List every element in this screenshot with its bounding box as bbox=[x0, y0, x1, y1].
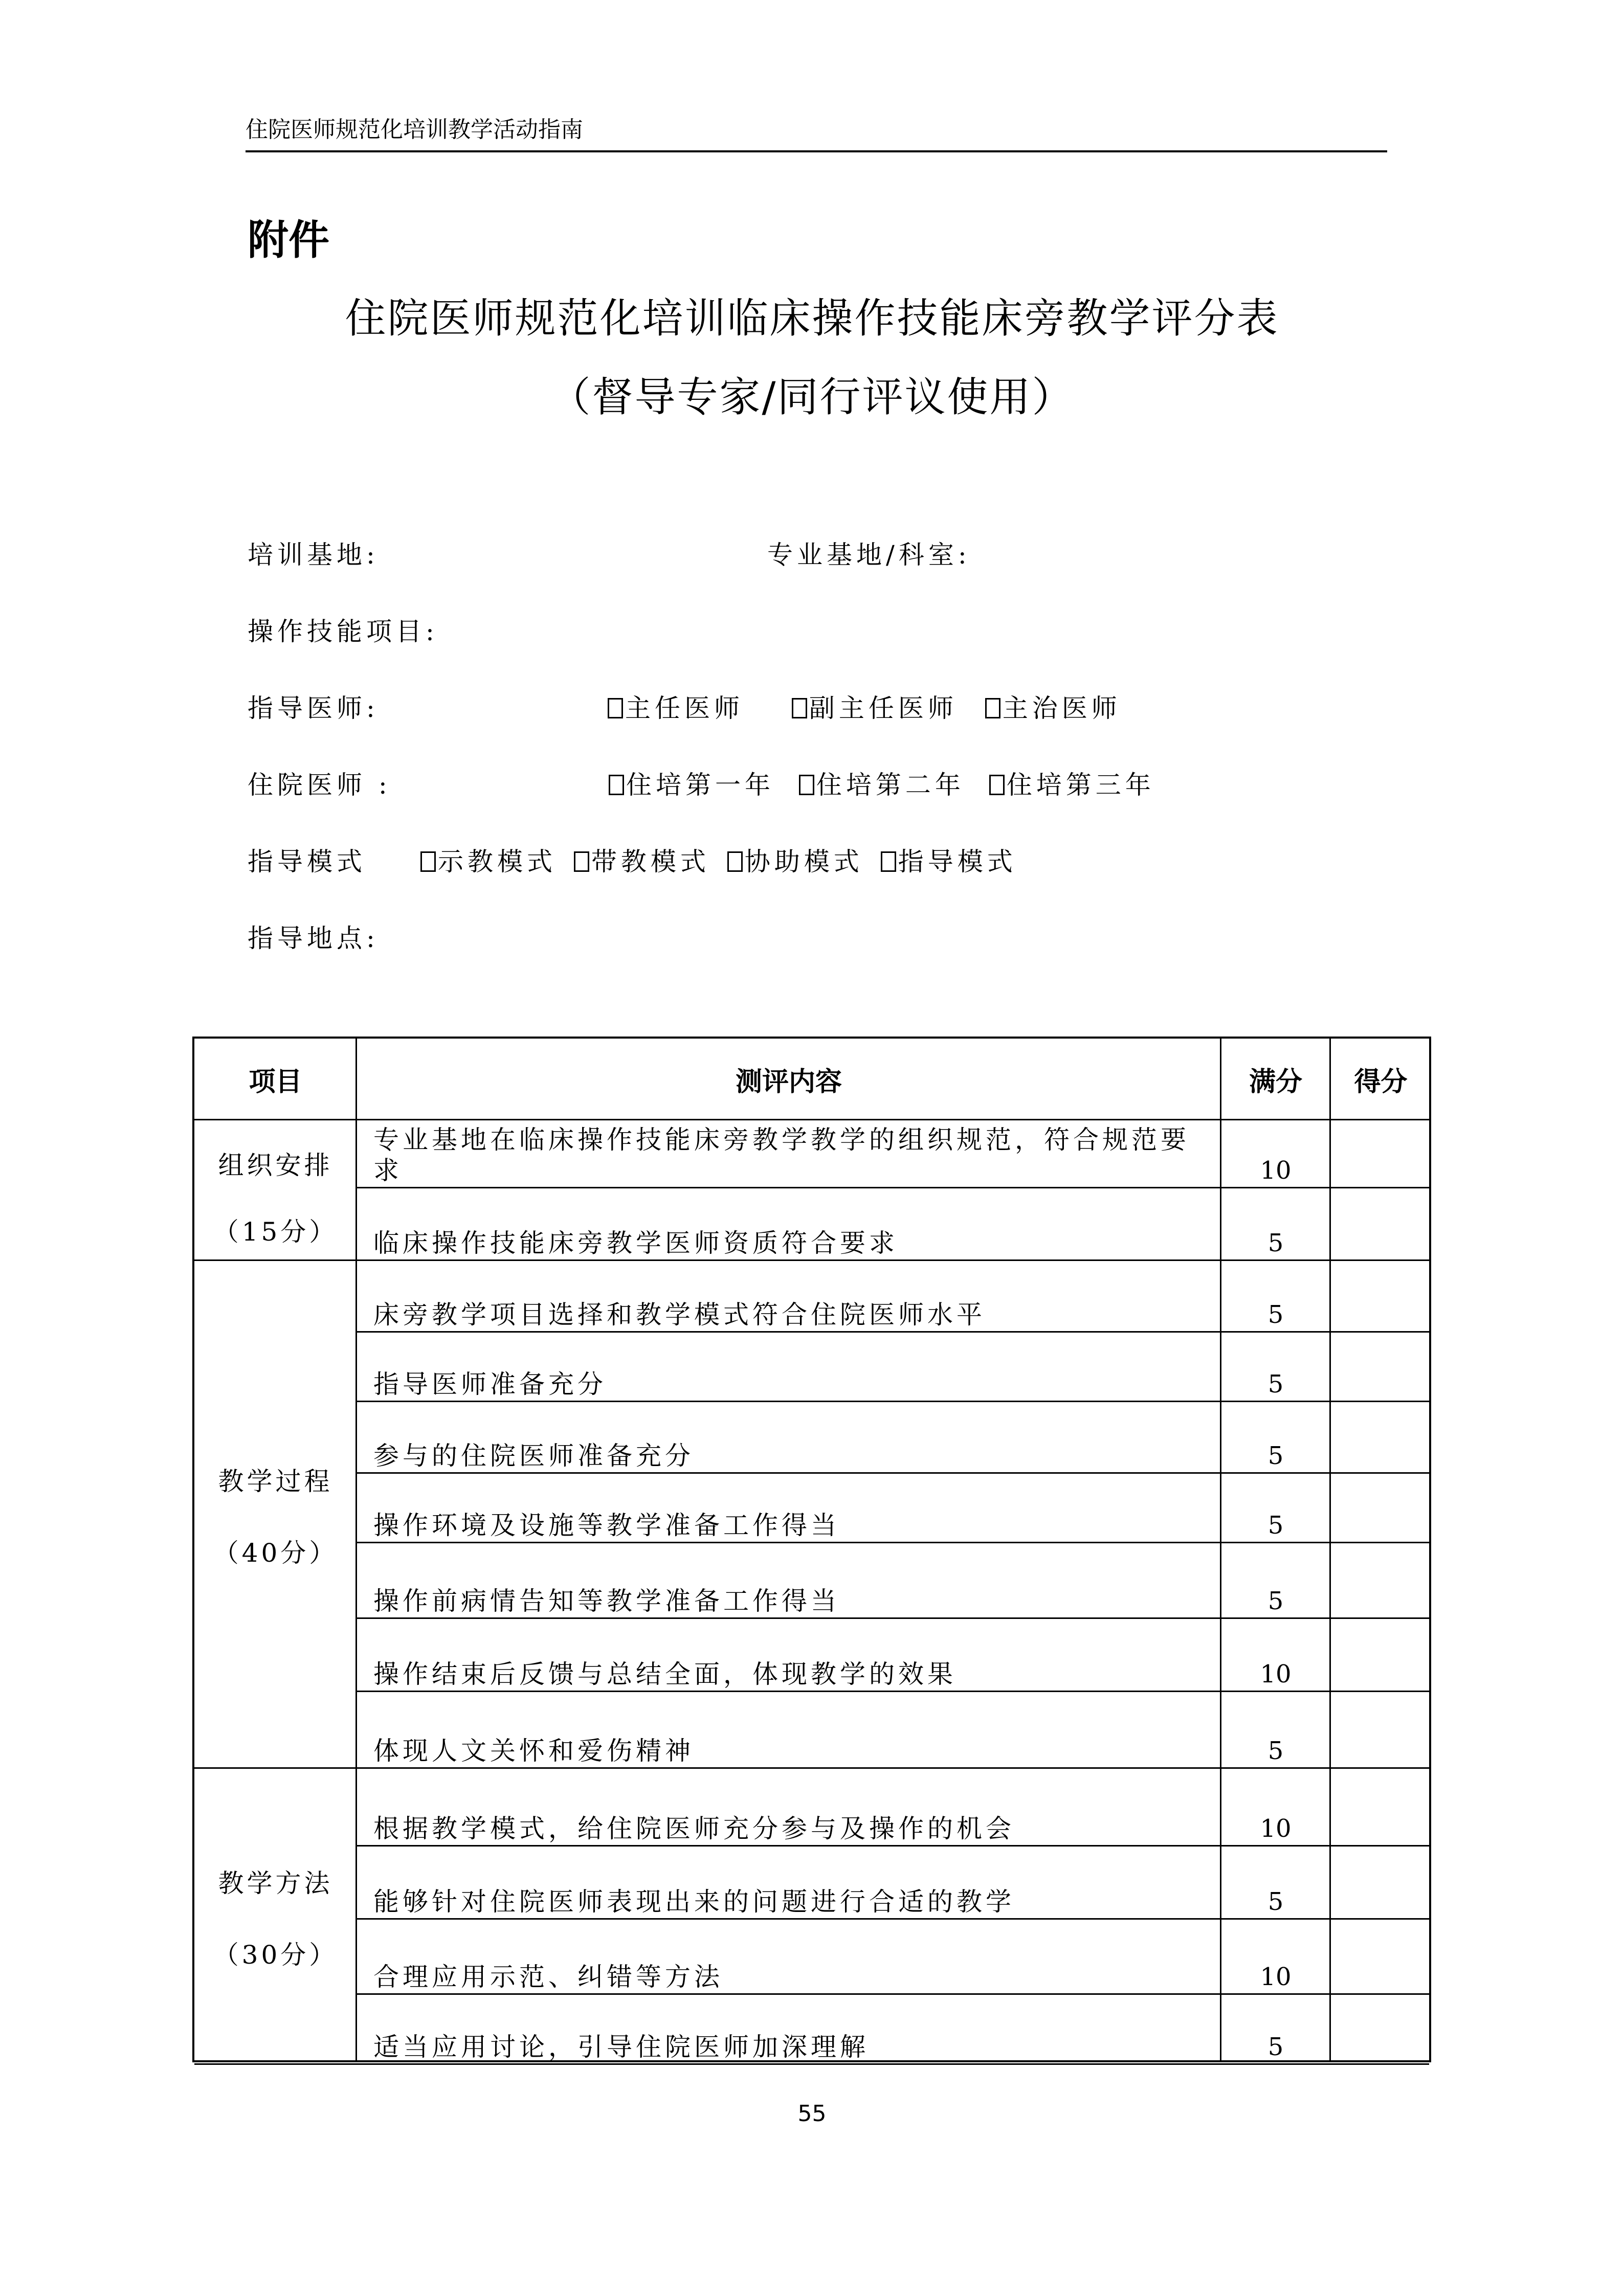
table-row-content: 指导医师准备充分 bbox=[373, 1369, 607, 1399]
table-row-score-input[interactable] bbox=[1330, 1692, 1431, 1768]
header-full-score: 满分 bbox=[1249, 1067, 1302, 1097]
table-row-full-score: 5 bbox=[1267, 1300, 1284, 1329]
skill-item-field: 操作技能项目: bbox=[248, 617, 438, 646]
table-row-score-input[interactable] bbox=[1330, 1260, 1431, 1332]
table-row-full-score: 5 bbox=[1267, 1587, 1284, 1615]
table-row-score-input[interactable] bbox=[1330, 1188, 1431, 1260]
checkbox[interactable] bbox=[574, 851, 589, 872]
table-row-score-input[interactable] bbox=[1330, 1120, 1431, 1188]
table-row-content: 根据教学模式，给住院医师充分参与及操作的机会 bbox=[373, 1814, 1015, 1843]
checkbox[interactable] bbox=[881, 851, 896, 872]
table-row-content: 适当应用讨论，引导住院医师加深理解 bbox=[373, 2032, 869, 2062]
supervisor-options bbox=[608, 690, 1121, 728]
form-subtitle: （督导专家/同行评议使用） bbox=[549, 373, 1075, 421]
table-row-score-input[interactable] bbox=[1330, 1768, 1431, 1846]
table-row-full-score: 5 bbox=[1267, 1737, 1284, 1765]
section-name: 教学过程 bbox=[218, 1466, 333, 1496]
running-header: 住院医师规范化培训教学活动指南 bbox=[246, 117, 583, 143]
checkbox[interactable] bbox=[799, 775, 814, 795]
header-content: 测评内容 bbox=[735, 1067, 842, 1097]
table-row-full-score: 5 bbox=[1267, 1887, 1284, 1916]
header-score: 得分 bbox=[1354, 1067, 1408, 1097]
table-row-full-score: 10 bbox=[1260, 1814, 1292, 1843]
section-points: （30分） bbox=[213, 1940, 338, 1970]
checkbox[interactable] bbox=[985, 698, 1000, 718]
table-row-content: 专业基地在临床操作技能床旁教学教学的组织规范，符合规范要求 bbox=[373, 1125, 1190, 1185]
table-row-content: 合理应用示范、纠错等方法 bbox=[373, 1962, 723, 1992]
table-row-content: 能够针对住院医师表现出来的问题进行合适的教学 bbox=[373, 1887, 1015, 1917]
table-row-content: 体现人文关怀和爱伤精神 bbox=[373, 1736, 694, 1766]
header-rule bbox=[246, 150, 1387, 152]
table-row-score-input[interactable] bbox=[1330, 1332, 1431, 1402]
supervisor-option-chief[interactable]: 主任医师 bbox=[608, 690, 744, 726]
scoring-table bbox=[192, 1037, 1431, 2062]
mode-option-teaching[interactable]: 带教模式 bbox=[574, 844, 710, 880]
table-row-score-input[interactable] bbox=[1330, 1618, 1431, 1692]
checkbox[interactable] bbox=[989, 775, 1005, 795]
table-row-full-score: 5 bbox=[1267, 2033, 1284, 2061]
section-name: 组织安排 bbox=[218, 1151, 333, 1180]
specialty-base-field: 专业基地/科室: bbox=[767, 540, 971, 570]
form-title: 住院医师规范化培训临床操作技能床旁教学评分表 bbox=[345, 295, 1279, 342]
resident-option-year3[interactable]: 住培第三年 bbox=[989, 767, 1155, 803]
mode-option-demonstration[interactable]: 示教模式 bbox=[420, 844, 557, 880]
table-row-content: 临床操作技能床旁教学医师资质符合要求 bbox=[373, 1228, 898, 1258]
table-row-score-input[interactable] bbox=[1330, 1994, 1431, 2064]
location-field: 指导地点: bbox=[248, 924, 379, 953]
table-row-full-score: 5 bbox=[1267, 1370, 1284, 1399]
table-row-full-score: 10 bbox=[1260, 1963, 1292, 1991]
section-points: （40分） bbox=[213, 1538, 338, 1568]
resident-options bbox=[609, 767, 1155, 804]
checkbox[interactable] bbox=[727, 851, 743, 872]
header-item: 项目 bbox=[249, 1067, 302, 1097]
table-row-score-input[interactable] bbox=[1330, 1402, 1431, 1473]
checkbox[interactable] bbox=[609, 775, 624, 795]
checkbox[interactable] bbox=[792, 698, 807, 718]
mode-option-assist[interactable]: 协助模式 bbox=[727, 844, 863, 880]
table-row-full-score: 5 bbox=[1267, 1511, 1284, 1540]
resident-label: 住院医师 : bbox=[248, 770, 391, 800]
table-row-score-input[interactable] bbox=[1330, 1846, 1431, 1919]
table-row-full-score: 10 bbox=[1260, 1660, 1292, 1689]
table-row-score-input[interactable] bbox=[1330, 1473, 1431, 1543]
section-name: 教学方法 bbox=[218, 1868, 333, 1898]
resident-option-year1[interactable]: 住培第一年 bbox=[609, 767, 774, 803]
mode-option-guidance[interactable]: 指导模式 bbox=[881, 844, 1017, 880]
table-row-score-input[interactable] bbox=[1330, 1543, 1431, 1618]
section-points: （15分） bbox=[213, 1217, 338, 1247]
table-row-score-input[interactable] bbox=[1330, 1919, 1431, 1994]
table-row-content: 操作环境及设施等教学准备工作得当 bbox=[373, 1511, 840, 1540]
table-row-content: 参与的住院医师准备充分 bbox=[373, 1441, 694, 1471]
checkbox[interactable] bbox=[608, 698, 623, 718]
table-row-full-score: 10 bbox=[1260, 1156, 1292, 1185]
page-number: 55 bbox=[797, 2101, 827, 2127]
supervisor-label: 指导医师: bbox=[248, 693, 379, 723]
guidance-mode-label: 指导模式 bbox=[248, 847, 366, 876]
guidance-mode-options bbox=[420, 844, 1017, 881]
table-row-full-score: 5 bbox=[1267, 1442, 1284, 1470]
checkbox[interactable] bbox=[420, 851, 436, 872]
supervisor-option-associate[interactable]: 副主任医师 bbox=[792, 690, 958, 726]
table-row-content: 操作前病情告知等教学准备工作得当 bbox=[373, 1586, 840, 1616]
attachment-label: 附件 bbox=[248, 216, 329, 264]
resident-option-year2[interactable]: 住培第二年 bbox=[799, 767, 965, 803]
table-row-content: 操作结束后反馈与总结全面，体现教学的效果 bbox=[373, 1659, 956, 1689]
supervisor-option-attending[interactable]: 主治医师 bbox=[985, 690, 1121, 726]
table-row-content: 床旁教学项目选择和教学模式符合住院医师水平 bbox=[373, 1300, 986, 1330]
table-row-full-score: 5 bbox=[1267, 1229, 1284, 1257]
training-base-field: 培训基地: bbox=[248, 540, 379, 570]
